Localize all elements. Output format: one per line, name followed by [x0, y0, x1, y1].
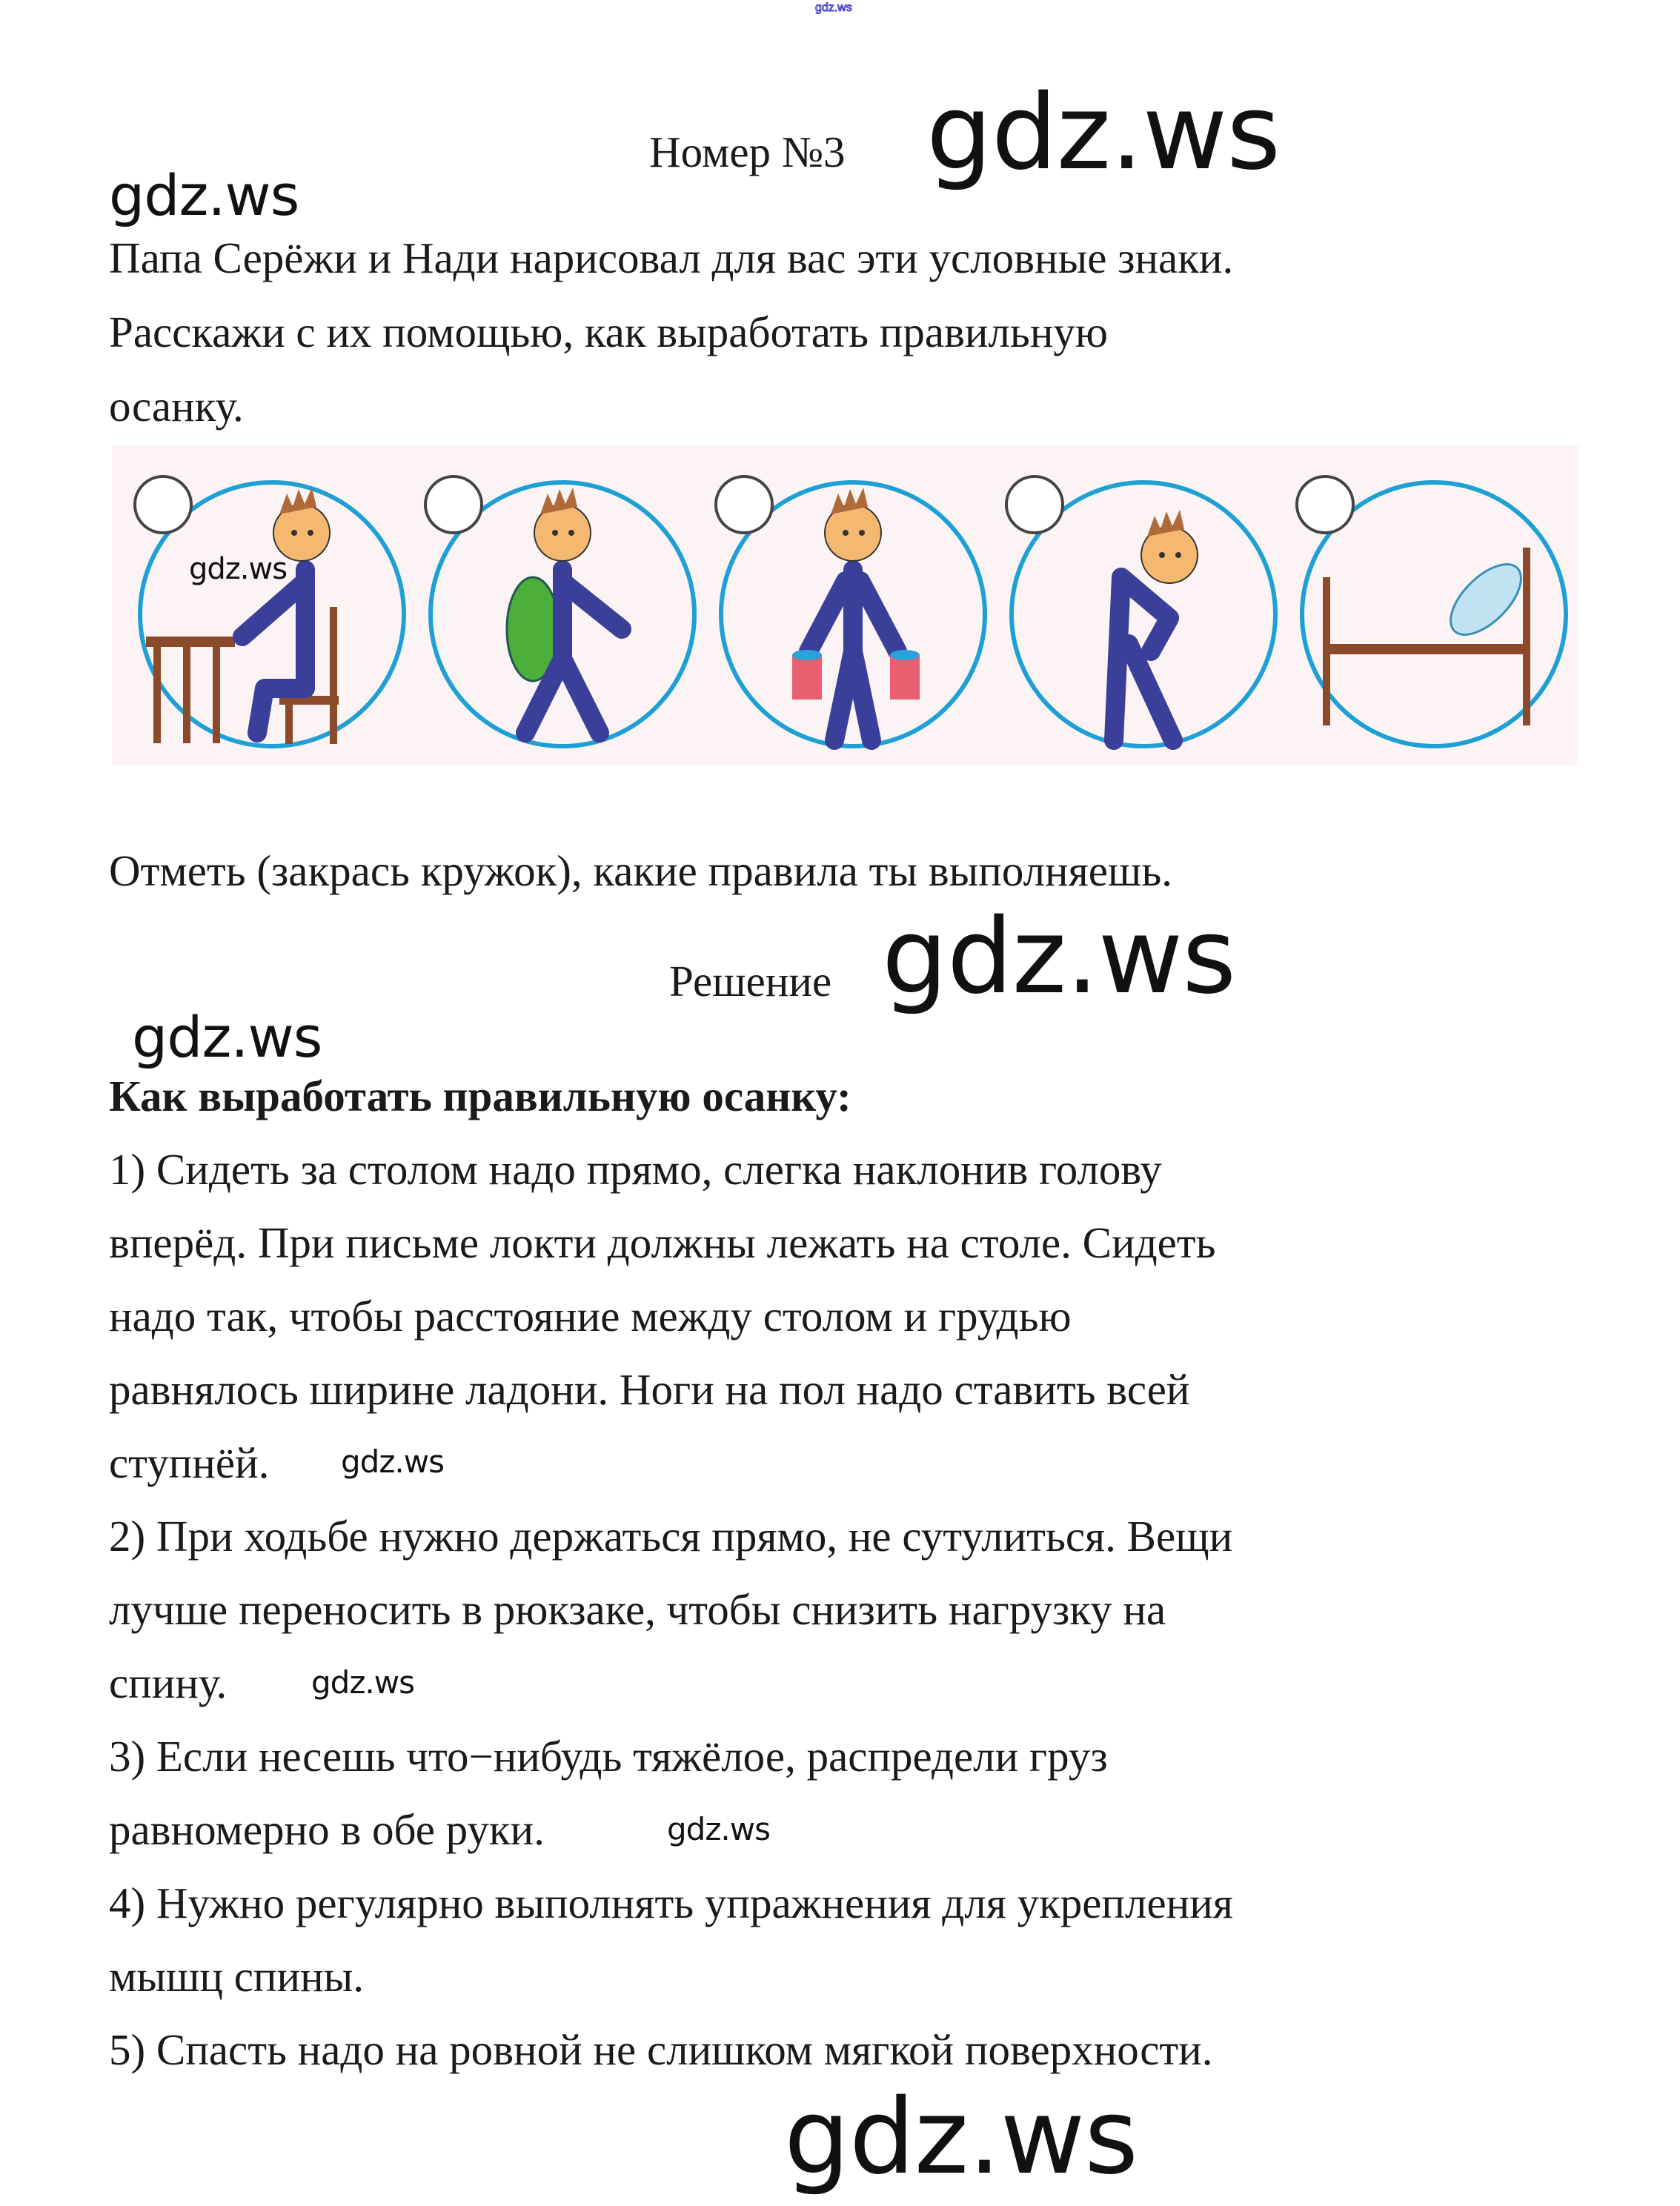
instruction-text: Отметь (закрась кружок), какие правила ты выполняешь. [109, 846, 1173, 895]
body-part [562, 659, 600, 733]
sign-walking-with-backpack [425, 476, 694, 746]
watermark: gdz.ws [926, 73, 1281, 193]
bed-foot [1523, 548, 1530, 725]
eye [308, 530, 313, 536]
sign-sitting-at-desk [135, 476, 404, 746]
sign-exercise-bending [1006, 476, 1275, 746]
water [792, 650, 822, 660]
checkbox-circle [135, 476, 191, 533]
bucket [890, 655, 920, 700]
watermark: gdz.ws [132, 1004, 322, 1070]
solution-line: равнялось ширине ладони. Ноги на пол надо ставить всей [109, 1365, 1190, 1414]
solution-line: ступнёй. [109, 1438, 270, 1487]
watermark-top: gdz.ws [815, 1, 852, 14]
watermark: gdz.ws [109, 162, 299, 228]
water [890, 650, 920, 660]
eye [552, 530, 558, 536]
solution-line: 1) Сидеть за столом надо прямо, слегка наклонив голову [109, 1145, 1162, 1194]
bucket [792, 655, 822, 700]
watermark: gdz.ws [667, 1811, 770, 1847]
solution-line: спину. [109, 1658, 228, 1707]
desk [146, 637, 235, 647]
posture-signs-illustration [112, 445, 1578, 765]
solution-line: 4) Нужно регулярно выполнять упражнения для укрепления [109, 1878, 1233, 1927]
bed-head [1323, 577, 1330, 725]
watermark: gdz.ws [341, 1443, 444, 1480]
task-line: Папа Серёжи и Нади нарисовал для вас эти условные знаки. [109, 233, 1234, 282]
task-line: осанку. [109, 382, 244, 431]
solution-title: Решение [669, 957, 832, 1006]
sign-sleeping-on-flat-bed [1297, 476, 1566, 746]
chair-leg [285, 703, 293, 744]
page-title: Номер №3 [649, 127, 846, 176]
solution-line: надо так, чтобы расстояние между столом и грудью [109, 1292, 1072, 1340]
chair-back [330, 607, 337, 744]
sign-carrying-two-buckets [716, 476, 985, 746]
bed-board [1330, 644, 1523, 654]
solution-line: 3) Если несешь что−нибудь тяжёлое, распредели груз [109, 1732, 1108, 1781]
eye [568, 530, 574, 536]
desk-leg [213, 647, 220, 743]
watermark: gdz.ws [189, 552, 288, 586]
eye [1175, 552, 1181, 558]
checkbox-circle [716, 476, 772, 533]
solution-line: вперёд. При письме локти должны лежать на столе. Сидеть [109, 1218, 1216, 1267]
solution-line: 5) Спасть надо на ровной не слишком мягкой поверхности. [109, 2025, 1213, 2074]
solution-line: мышц спины. [109, 1952, 365, 2001]
body-part [566, 585, 622, 629]
desk-leg [153, 647, 161, 743]
solution-line: 2) При ходьбе нужно держаться прямо, не сутулиться. Вещи [109, 1512, 1233, 1561]
checkbox-circle [425, 476, 482, 533]
checkbox-circle [1297, 476, 1353, 533]
solution-heading: Как выработать правильную осанку: [109, 1072, 851, 1120]
eye [859, 530, 865, 536]
desk-leg [183, 647, 190, 743]
eye [843, 530, 849, 536]
body-part [242, 585, 302, 637]
watermark: gdz.ws [882, 897, 1236, 1017]
solution-line: равномерно в обе руки. [109, 1805, 545, 1854]
pillow [1438, 552, 1533, 646]
watermark: gdz.ws [311, 1664, 414, 1701]
solution-line: лучше переносить в рюкзаке, чтобы снизить нагрузку на [109, 1585, 1166, 1634]
watermark: gdz.ws [784, 2077, 1138, 2198]
checkbox-circle [1006, 476, 1063, 533]
eye [1159, 552, 1165, 558]
task-line: Расскажи с их помощью, как выработать правильную [109, 308, 1108, 356]
eye [291, 530, 297, 536]
